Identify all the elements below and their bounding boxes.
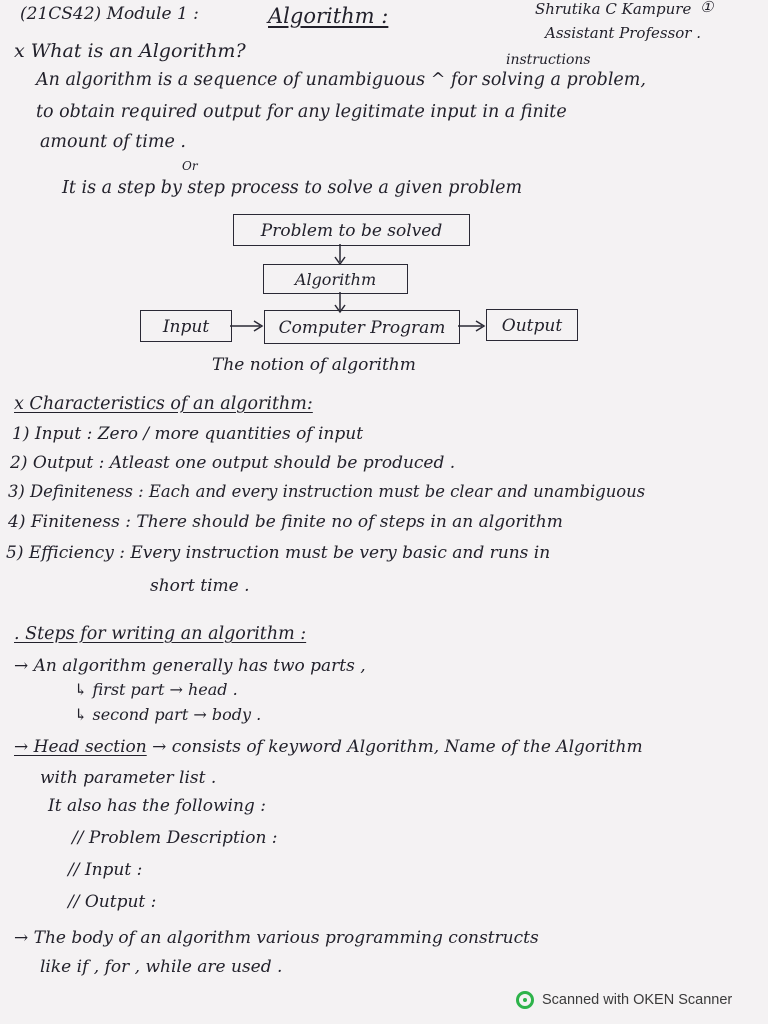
output-box-label: Output [501, 316, 563, 336]
problem-box [233, 214, 470, 246]
author-name: Shrutika C Kampure [535, 0, 692, 18]
characteristic-efficiency-cont: short time . [150, 576, 250, 596]
computer-program-box [264, 310, 460, 344]
steps-line-6: It also has the following : [48, 796, 266, 816]
scanner-watermark-text: Scanned with OKEN Scanner [542, 992, 733, 1008]
right-arrow-icon [230, 316, 264, 336]
characteristics-heading: x Characteristics of an algorithm: [14, 394, 313, 414]
scanner-watermark [516, 991, 732, 1009]
problem-box-label: Problem to be solved [260, 221, 443, 241]
down-arrow-icon [330, 244, 350, 266]
characteristic-finiteness: 4) Finiteness : There should be finite no of steps in an algorithm [8, 512, 563, 532]
steps-second-part: ↳ second part → body . [74, 705, 262, 724]
head-section-desc: → consists of keyword Algorithm, Name of the Algorithm [152, 737, 643, 757]
right-arrow-icon [458, 316, 486, 336]
definition-line-4: It is a step by step process to solve a given problem [62, 178, 523, 198]
page-number: ① [700, 0, 714, 16]
page-title: Algorithm : [268, 4, 389, 28]
comment-output: // Output : [68, 892, 157, 912]
steps-first-part: ↳ first part → head . [74, 680, 238, 699]
algorithm-box [263, 264, 408, 294]
characteristic-efficiency: 5) Efficiency : Every instruction must be very basic and runs in [6, 543, 551, 563]
diagram-caption: The notion of algorithm [212, 355, 416, 375]
head-section-label [14, 739, 643, 756]
definition-line-2: to obtain required output for any legitimate input in a finite [36, 102, 567, 122]
characteristic-input: 1) Input : Zero / more quantities of input [12, 424, 364, 444]
author-designation: Assistant Professor . [545, 24, 702, 42]
characteristic-definiteness: 3) Definiteness : Each and every instruction must be clear and unambiguous [8, 482, 646, 501]
steps-line-5: with parameter list . [40, 768, 217, 788]
head-section-text: → Head section [14, 737, 147, 757]
characteristic-output: 2) Output : Atleast one output should be produced . [10, 453, 456, 473]
input-box [140, 310, 232, 342]
what-is-algorithm-heading: x What is an Algorithm? [14, 40, 246, 62]
steps-line-10: → The body of an algorithm various programming constructs [14, 928, 539, 948]
steps-heading: . Steps for writing an algorithm : [14, 624, 307, 644]
steps-line-11: like if , for , while are used . [40, 957, 283, 977]
definition-line-1: An algorithm is a sequence of unambiguous ^ for solving a problem, [36, 70, 646, 90]
oken-logo-icon [516, 991, 534, 1009]
comment-problem-description: // Problem Description : [72, 828, 278, 848]
input-box-label: Input [162, 317, 210, 337]
course-code: (21CS42) Module 1 : [20, 4, 199, 24]
output-box [486, 309, 578, 341]
steps-line-1: → An algorithm generally has two parts , [14, 656, 366, 676]
computer-program-box-label: Computer Program [278, 318, 446, 338]
or-label: Or [182, 159, 198, 173]
inserted-word: instructions [506, 52, 591, 68]
definition-line-3: amount of time . [40, 132, 186, 152]
comment-input: // Input : [68, 860, 143, 880]
algorithm-box-label: Algorithm [294, 270, 377, 289]
